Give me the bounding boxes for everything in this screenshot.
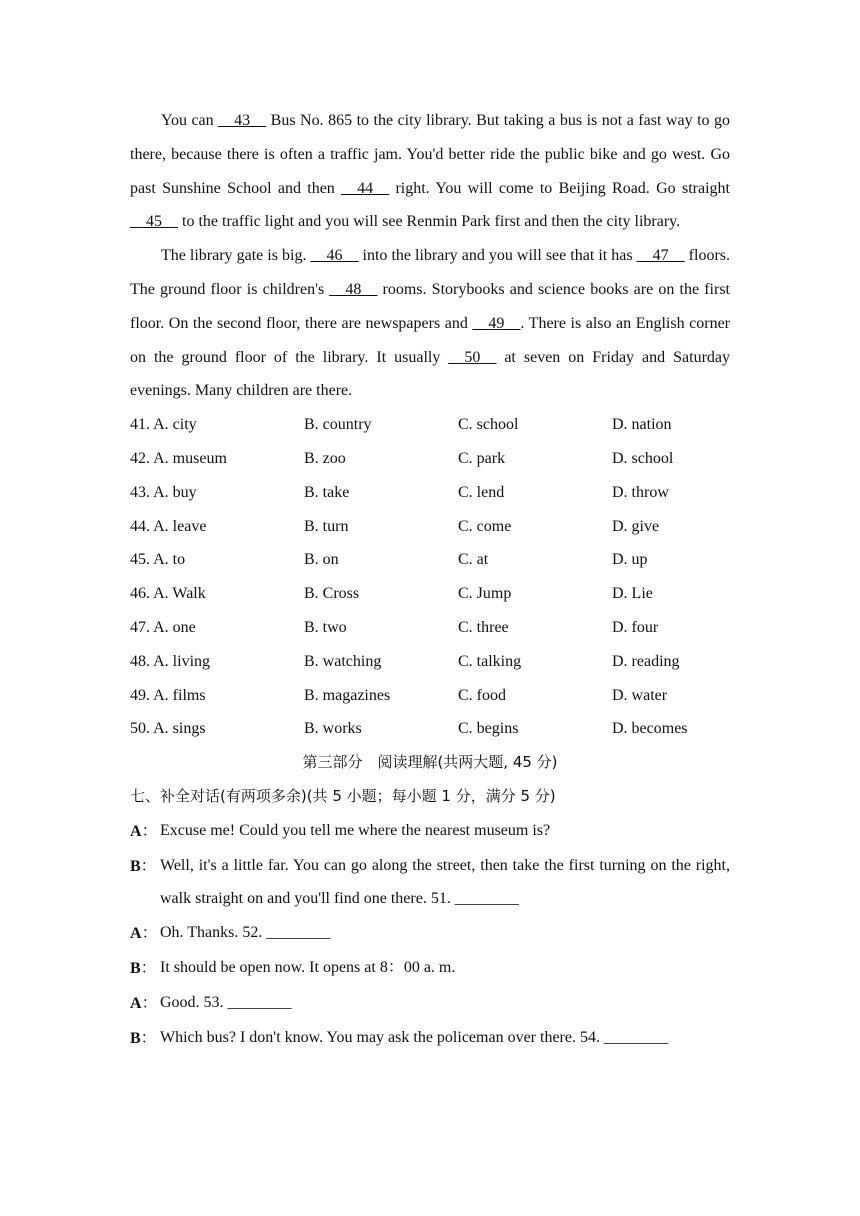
- utterance: It should be open now. It opens at 8：00 a. m.: [160, 958, 456, 976]
- option-a: 45. A. to: [130, 551, 186, 569]
- speaker-colon: ：: [140, 957, 157, 977]
- option-b: B. watching: [304, 652, 382, 670]
- blank-43: __43__: [218, 112, 267, 129]
- text-segment: . There is also an English corner on the ground floor of the library. It usually: [130, 314, 731, 366]
- speaker-label: [130, 814, 160, 849]
- option-c: C. park: [458, 449, 506, 467]
- option-c: C. food: [458, 686, 506, 704]
- speaker-label: [130, 916, 160, 951]
- passage-paragraph-2: [130, 239, 730, 408]
- option-a: 43. A. buy: [130, 483, 197, 501]
- utterance: Which bus? I don't know. You may ask the policeman over there. 54. ________: [160, 1028, 668, 1046]
- text-segment: to the traffic light and you will see Renmin Park first and then the city library.: [178, 213, 681, 231]
- text-segment: You can: [161, 112, 219, 129]
- option-d: D. nation: [612, 416, 672, 434]
- text-segment: rooms. Storybooks and science books are on the first floor. On the second floor, there are newspapers and: [130, 280, 730, 332]
- option-a: 47. A. one: [130, 618, 196, 636]
- option-row: [130, 577, 730, 611]
- passage-paragraph-1: [130, 104, 730, 239]
- option-d: D. school: [612, 449, 674, 467]
- speaker-name: B: [130, 1029, 141, 1047]
- option-d: D. Lie: [612, 585, 653, 603]
- option-b: B. zoo: [304, 449, 346, 467]
- dialogue-line: [130, 1021, 730, 1056]
- text-segment: floors. The ground floor is children's: [130, 247, 731, 298]
- option-row: [130, 476, 730, 510]
- option-c: C. begins: [458, 720, 519, 738]
- blank-47: __47__: [636, 247, 685, 265]
- option-row: [130, 645, 730, 679]
- blank-50: __50__: [448, 348, 497, 366]
- blank-49: __49__: [472, 314, 521, 332]
- utterance: Well, it's a little far. You can go along the street, then take the first turning on the right, walk straight on and you'll find one there. 51. ________: [160, 856, 730, 908]
- option-c: C. lend: [458, 483, 505, 501]
- option-a: 46. A. Walk: [130, 585, 206, 603]
- document-page: [130, 104, 730, 1055]
- option-row: [130, 408, 730, 442]
- option-a: 49. A. films: [130, 686, 206, 704]
- option-c: C. school: [458, 416, 519, 434]
- speaker-name: A: [130, 925, 142, 943]
- option-d: D. up: [612, 551, 648, 569]
- speaker-label: [130, 951, 160, 986]
- option-row: [130, 510, 730, 544]
- option-b: B. two: [304, 618, 347, 636]
- option-a: 41. A. city: [130, 416, 197, 434]
- option-b: B. turn: [304, 517, 349, 535]
- dialogue-line: [130, 814, 730, 849]
- utterance: Good. 53. ________: [160, 993, 292, 1011]
- option-c: C. Jump: [458, 585, 512, 603]
- blank-48: __48__: [329, 280, 378, 298]
- speaker-label: [130, 986, 160, 1021]
- speaker-name: A: [130, 822, 142, 840]
- option-d: D. water: [612, 686, 668, 704]
- utterance: Oh. Thanks. 52. ________: [160, 924, 331, 942]
- text-segment: The library gate is big.: [161, 247, 311, 265]
- task-title: 七、补全对话(有两项多余)(共 5 小题；每小题 1 分，满分 5 分): [130, 786, 556, 805]
- option-c: C. at: [458, 551, 489, 569]
- blank-45: __45__: [130, 213, 178, 231]
- option-d: D. give: [612, 517, 660, 535]
- option-d: D. four: [612, 618, 659, 636]
- option-d: D. becomes: [612, 720, 688, 738]
- speaker-name: A: [130, 994, 142, 1012]
- blank-44: __44__: [341, 179, 390, 197]
- option-b: B. take: [304, 483, 350, 501]
- option-b: B. on: [304, 551, 339, 569]
- option-row: [130, 679, 730, 713]
- dialogue-line: [130, 849, 730, 917]
- text-segment: into the library and you will see that it has: [358, 247, 637, 265]
- option-c: C. talking: [458, 652, 522, 670]
- speaker-label: [130, 1021, 160, 1056]
- section-title: 第三部分 阅读理解(共两大题, 45 分): [302, 753, 558, 772]
- option-c: C. come: [458, 517, 512, 535]
- speaker-colon: ：: [141, 820, 158, 840]
- option-b: B. magazines: [304, 686, 391, 704]
- text-segment: at seven on Friday and Saturday evenings. Many children are there.: [130, 348, 730, 400]
- option-row: [130, 543, 730, 577]
- option-d: D. throw: [612, 483, 669, 501]
- speaker-name: B: [130, 959, 141, 977]
- option-a: 48. A. living: [130, 652, 211, 670]
- speaker-colon: ：: [141, 992, 158, 1012]
- option-a: 50. A. sings: [130, 720, 206, 738]
- text-segment: right. You will come to Beijing Road. Go straight: [389, 179, 730, 197]
- option-a: 42. A. museum: [130, 449, 227, 467]
- dialogue-line: [130, 986, 730, 1021]
- blank-46: __46__: [310, 247, 359, 265]
- speaker-label: [130, 849, 160, 917]
- option-row: [130, 442, 730, 476]
- dialogue: [130, 814, 730, 1056]
- speaker-colon: ：: [140, 855, 157, 875]
- option-c: C. three: [458, 618, 509, 636]
- option-a: 44. A. leave: [130, 517, 207, 535]
- option-row: [130, 712, 730, 746]
- option-b: B. Cross: [304, 585, 360, 603]
- speaker-colon: ：: [140, 1027, 157, 1047]
- speaker-colon: ：: [141, 923, 158, 943]
- speaker-name: B: [130, 857, 141, 875]
- option-b: B. country: [304, 416, 372, 434]
- options-list: [130, 408, 730, 746]
- utterance: Excuse me! Could you tell me where the nearest museum is?: [160, 821, 551, 839]
- option-d: D. reading: [612, 652, 680, 670]
- option-b: B. works: [304, 720, 362, 738]
- dialogue-line: [130, 916, 730, 951]
- text-segment: Bus No. 865 to the city library. But taking a bus is not a fast way to go there, because there is often a traffic jam. You'd better ride the public bike and go west. Go past Sunshine School and then: [130, 112, 731, 197]
- dialogue-line: [130, 951, 730, 986]
- option-row: [130, 611, 730, 645]
